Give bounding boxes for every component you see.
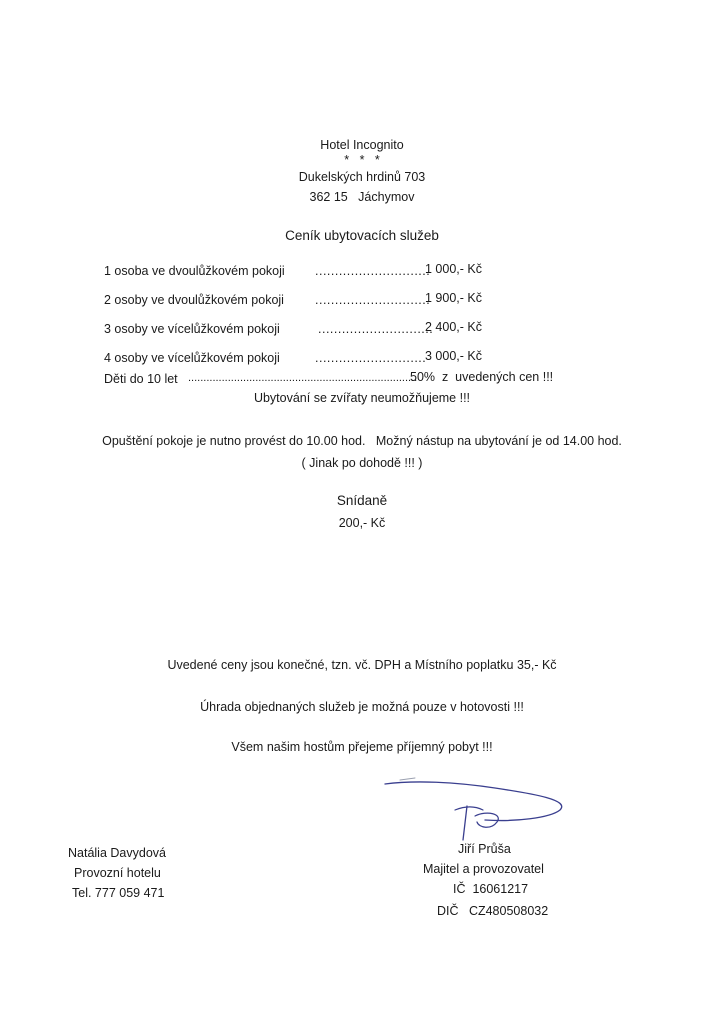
- greeting-note: Všem našim hostům přejeme příjemný pobyt !!!: [231, 740, 493, 754]
- price-row-label: 4 osoby ve vícelůžkovém pokoji: [104, 351, 280, 365]
- children-dots: ...........................................................................: [188, 372, 418, 384]
- stars-divider: * * *: [344, 153, 380, 167]
- payment-note: Úhrada objednaných služeb je možná pouze v hotovosti !!!: [200, 700, 524, 714]
- manager-phone: Tel. 777 059 471: [72, 886, 165, 900]
- owner-ic: IČ 16061217: [453, 882, 529, 896]
- price-row-value: 1 000,- Kč: [425, 262, 482, 276]
- price-inclusion-note: Uvedené ceny jsou konečné, tzn. vč. DPH a Místního poplatku 35,- Kč: [167, 658, 557, 672]
- price-row-dots: .............................: [318, 322, 434, 336]
- price-row-dots: .............................: [315, 293, 431, 307]
- owner-name: Jiří Průša: [458, 842, 511, 856]
- price-row-value: 1 900,- Kč: [425, 291, 482, 305]
- manager-name: Natália Davydová: [68, 846, 166, 860]
- hotel-name: Hotel Incognito: [320, 138, 404, 152]
- price-row-dots: ............................: [315, 351, 427, 365]
- owner-role: Majitel a provozovatel: [423, 862, 544, 876]
- animals-note: Ubytování se zvířaty neumožňujeme !!!: [253, 391, 471, 405]
- document-title: Ceník ubytovacích služeb: [285, 228, 439, 243]
- price-row-label: 3 osoby ve vícelůžkovém pokoji: [104, 322, 280, 336]
- children-label: Děti do 10 let: [104, 372, 178, 386]
- price-row-value: 3 000,- Kč: [425, 349, 482, 363]
- hotel-street: Dukelských hrdinů 703: [298, 170, 426, 184]
- hotel-city: 362 15 Jáchymov: [309, 190, 415, 204]
- owner-dic: DIČ CZ480508032: [437, 904, 549, 918]
- agreement-note: ( Jinak po dohodě !!! ): [301, 456, 423, 470]
- manager-role: Provozní hotelu: [74, 866, 161, 880]
- breakfast-price: 200,- Kč: [338, 516, 386, 530]
- breakfast-heading: Snídaně: [336, 493, 388, 508]
- price-row-value: 2 400,- Kč: [425, 320, 482, 334]
- checkout-note: Opuštění pokoje je nutno provést do 10.00 hod. Možný nástup na ubytování je od 14.00 hod.: [102, 434, 622, 448]
- price-row-label: 1 osoba ve dvoulůžkovém pokoji: [104, 264, 285, 278]
- price-row-dots: .............................: [315, 264, 431, 278]
- price-row-label: 2 osoby ve dvoulůžkovém pokoji: [104, 293, 284, 307]
- children-discount: 50% z uvedených cen !!!: [410, 370, 554, 384]
